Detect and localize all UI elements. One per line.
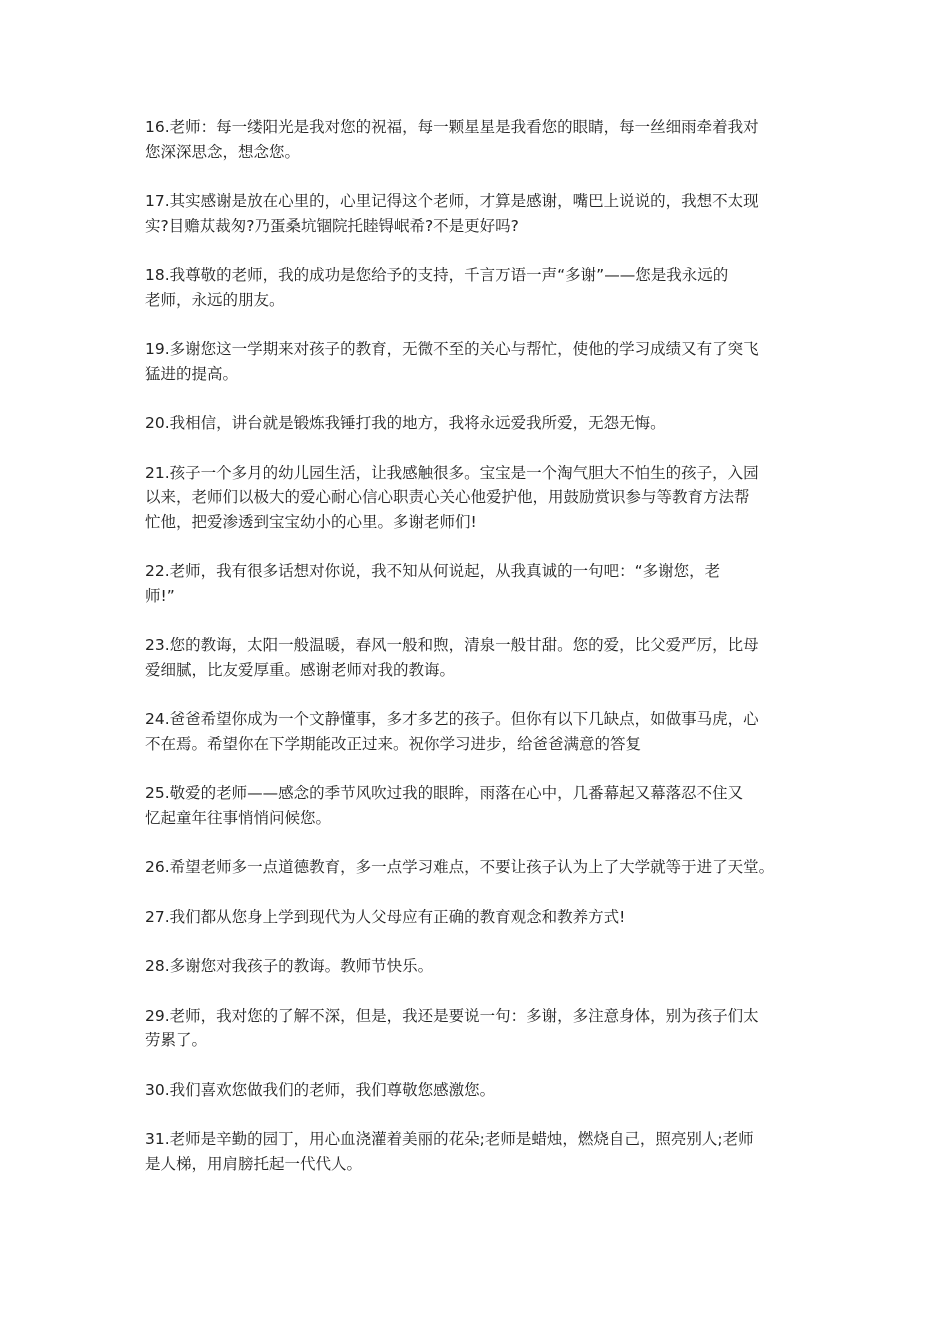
paragraph-19: 19.多谢您这一学期来对孩子的教育，无微不至的关心与帮忙，使他的学习成绩又有了突飞 猛进的提高。	[145, 340, 759, 383]
paragraph-18: 18.我尊敬的老师，我的成功是您给予的支持，千言万语一声“多谢”——您是我永远的 老师，永远的朋友。	[145, 266, 729, 309]
paragraph-28: 28.多谢您对我孩子的教诲。教师节快乐。	[145, 957, 434, 975]
paragraph-30: 30.我们喜欢您做我们的老师，我们尊敬您感激您。	[145, 1080, 496, 1099]
paragraph-22: 22.老师，我有很多话想对你说，我不知从何说起，从我真诚的一句吧：“多谢您，老 师!”	[145, 562, 721, 605]
paragraph-31: 31.老师是辛勤的园丁，用心血浇灌着美丽的花朵;老师是蜡烛，燃烧自己，照亮别人;老师 是人梯，用肩膀托起一代代人。	[145, 1130, 754, 1173]
paragraph-25: 25.敬爱的老师——感念的季节风吹过我的眼眸，雨落在心中，几番幕起又幕落忍不住又 忆起童年往事悄悄问候您。	[145, 784, 744, 827]
paragraph-23: 23.您的教诲，太阳一般温暖，春风一般和煦，清泉一般甘甜。您的爱，比父爱严厉，比母 爱细腻，比友爱厚重。感谢老师对我的教诲。	[145, 636, 759, 679]
paragraph-20: 20.我相信，讲台就是锻炼我锤打我的地方，我将永远爱我所爱，无怨无悔。	[145, 414, 666, 432]
paragraph-24: 24.爸爸希望你成为一个文静懂事，多才多艺的孩子。但你有以下几缺点，如做事马虎，心 不在焉。希望你在下学期能改正过来。祝你学习进步，给爸爸满意的答复	[145, 710, 759, 753]
paragraph-17: 17.其实感谢是放在心里的，心里记得这个老师，才算是感谢，嘴巴上说说的，我想不太现 实?目赡苁裁匆?乃蛋桑坑锢院托睦锝岷希?不是更好吗?	[145, 192, 759, 235]
paragraph-29: 29.老师，我对您的了解不深，但是，我还是要说一句：多谢，多注意身体，别为孩子们太 劳累了。	[145, 1006, 759, 1049]
paragraph-21: 21.孩子一个多月的幼儿园生活，让我感触很多。宝宝是一个淘气胆大不怕生的孩子，入园 以来，老师们以极大的爱心耐心信心职责心关心他爱护他，用鼓励赏识参与等教育方法帮 忙他，把爱渗透到宝宝幼小的心里。多谢老师们!	[145, 463, 759, 531]
document-body	[145, 115, 815, 1201]
paragraph-26: 26.希望老师多一点道德教育，多一点学习难点，不要让孩子认为上了大学就等于进了天堂。	[145, 858, 775, 876]
paragraph-27: 27.我们都从您身上学到现代为人父母应有正确的教育观念和教养方式!	[145, 907, 626, 926]
paragraph-16: 16.老师：每一缕阳光是我对您的祝福，每一颗星星是我看您的眼睛，每一丝细雨牵着我对 您深深思念，想念您。	[145, 118, 759, 161]
